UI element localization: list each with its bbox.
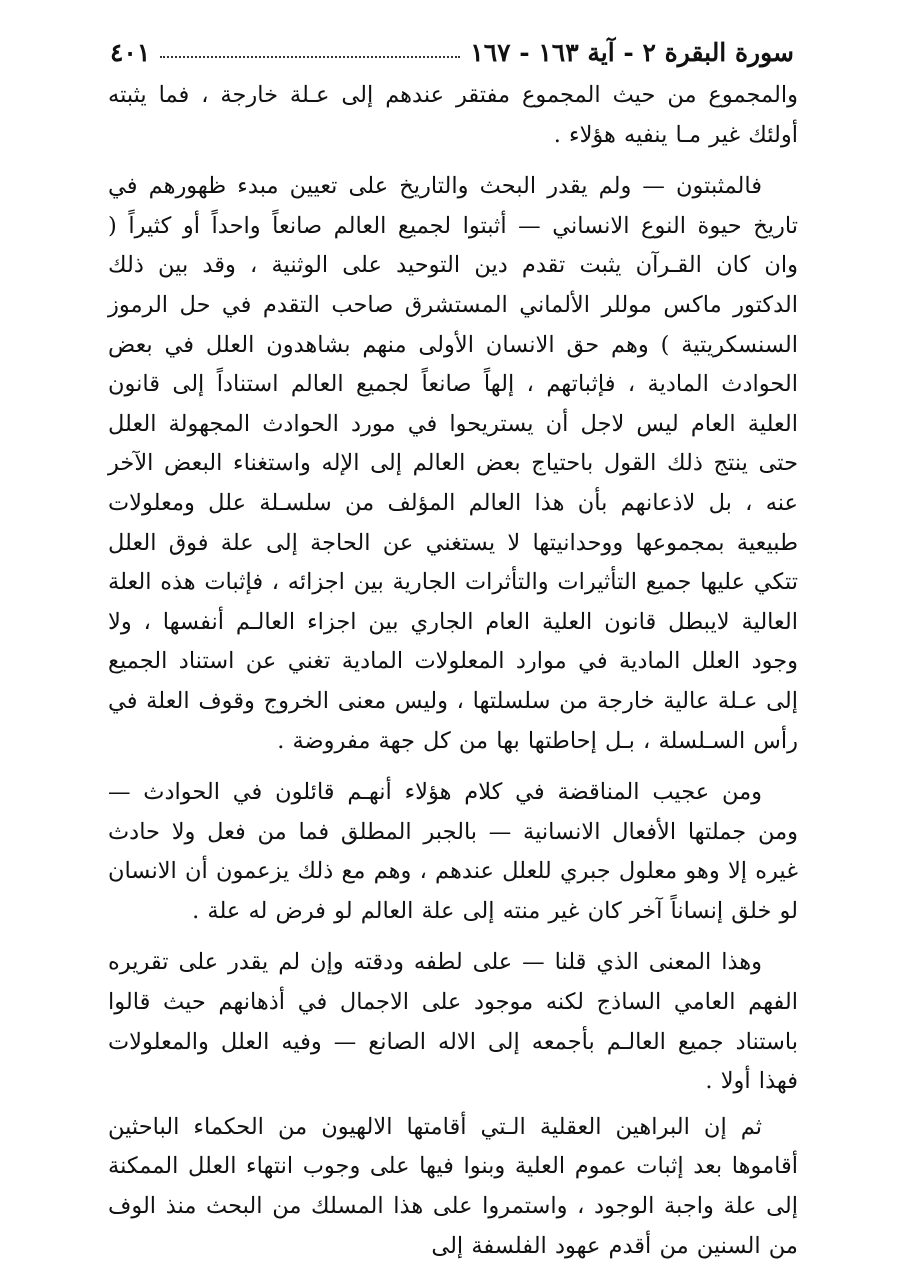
paragraph-meaning: وهذا المعنى الذي قلنا — على لطفه ودقته وإن لم يقدر على تقريره الفهم العامي الساذج لكنه موجود على الاجمال في أذهانهم حيث قالوا باستناد جميع العالـم بأجمعه إلى الاله الصانع — وفيه العلل والمعلولات فهذا أولا . — [108, 949, 798, 1095]
paragraph-affirmers: فالمثبتون — ولم يقدر البحث والتاريخ على تعيين مبدء ظهورهم في تاريخ حيوة النوع الانساني — أثبتوا لجميع العالم صانعاً واحداً أو كثيراً ( وان كان القـرآن يثبت تقدم دين التوحيد على الوثنية ، وقد بين ذلك الدكتور ماكس موللر الألماني المستشرق صاحب التقدم في حل الرموز السنسكريتية ) وهم حق الانسان الأولى منهم بشاهدون العلل في بعض الحوادث المادية ، فإثباتهم ، إلهاً صانعاً لجميع العالم استناداً إلى قانون العلية العام ليس لاجل أن يستريحوا في مورد الحوادث المجهولة العلل حتى ينتج ذلك القول باحتياج بعض العالم إلى الإله واستغناء البعض الآخر عنه ، بل لاذعانهم بأن هذا العالم المؤلف من سلسـلة علل ومعلولات طبيعية بمجموعها ووحدانيتها لا يستغني عن الحاجة إلى علة فوق العلل تتكي عليها جميع التأثيرات والتأثرات الجارية بين اجزائه ، فإثبات هذه العلة العالية لايبطل قانون العلية العام الجاري بين اجزاء العالـم أنفسها ، ولا وجود العلل المادية في موارد المعلولات المادية تغني عن استناد الجميع إلى عـلة عالية خارجة من سلسلتها ، وليس معنى الخروج وقوف العلة في رأس السـلسلة ، بـل إحاطتها بها من كل جهة مفروضة . — [108, 173, 798, 754]
header-leader-dots — [160, 56, 460, 58]
paragraph-contradiction: ومن عجيب المناقضة في كلام هؤلاء أنهـم قائلون في الحوادث — ومن جملتها الأفعال الانسانية — بالجبر المطلق فما من فعل ولا حادث غيره إلا وهو معلول جبري للعلل عندهم ، وهم مع ذلك يزعمون أن الانسان لو خلق إنساناً آخر كان غير منته إلى علة العالم لو فرض له علة . — [108, 779, 798, 924]
paragraph-continuation: والمجموع من حيث المجموع مفتقر عندهم إلى عـلة خارجة ، فما يثبته أولئك غير مـا ينفيه هؤلاء . — [108, 82, 798, 148]
page-header — [110, 34, 794, 70]
running-title: سورة البقرة ٢ - آية ١٦٣ - ١٦٧ — [470, 37, 794, 67]
page-number: ٤٠١ — [110, 37, 151, 67]
body-text — [108, 76, 798, 1266]
paragraph-proofs: ثم إن البراهين العقلية الـتي أقامتها الالهيون من الحكماء الباحثين أقاموها بعد إثبات عموم العلية وبنوا فيها على وجوب انتهاء العلل الممكنة إلى علة واجبة الوجود ، واستمروا على هذا المسلك من البحث منذ الوف من السنين من أقدم عهود الفلسفة إلى — [108, 1113, 798, 1259]
